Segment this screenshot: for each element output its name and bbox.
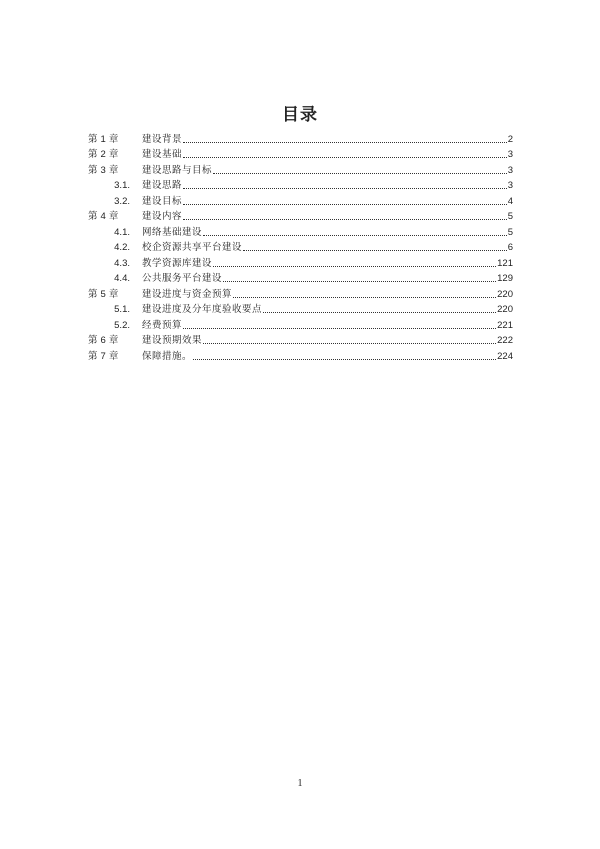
chapter-prefix: 第 <box>88 164 98 176</box>
chapter-suffix: 章 <box>108 133 119 145</box>
toc-entry-label: 网络基础建设 <box>142 226 203 238</box>
toc-entry-page: 129 <box>497 273 513 284</box>
toc-entry-number: 5.1. <box>114 304 130 315</box>
dot-leader <box>183 187 507 189</box>
toc-entry[interactable] <box>88 331 513 347</box>
toc-entry[interactable] <box>88 222 513 238</box>
toc-entry-label: 建设预期效果 <box>142 335 203 346</box>
toc-entry-page: 3 <box>507 180 513 191</box>
toc-entry[interactable] <box>88 238 513 254</box>
chapter-number: 4 <box>100 211 106 222</box>
toc-entry-page: 5 <box>507 211 513 222</box>
toc-entry-label: 教学资源库建设 <box>142 257 213 269</box>
toc-entry-number <box>88 134 142 145</box>
toc-entry-page: 221 <box>497 319 513 331</box>
toc-entry-label: 建设背景 <box>142 133 183 145</box>
toc-entry-number <box>88 335 142 346</box>
toc-entry-number: 3.2. <box>114 195 130 207</box>
dot-leader <box>183 141 507 143</box>
toc-entry-page: 2 <box>507 133 513 145</box>
chapter-suffix: 章 <box>108 164 119 176</box>
dot-leader <box>233 296 496 298</box>
toc-entry-label: 经费预算 <box>142 319 183 331</box>
dot-leader <box>193 358 496 360</box>
toc-entry-number <box>88 149 142 160</box>
dot-leader <box>213 265 496 267</box>
toc-entry-label: 建设思路 <box>142 180 183 191</box>
toc-entry[interactable] <box>88 176 513 192</box>
dot-leader <box>203 234 507 236</box>
toc-entry-number: 4.1. <box>114 226 130 238</box>
toc-entry-label: 建设思路与目标 <box>142 164 213 176</box>
toc-entry-label: 校企资源共享平台建设 <box>142 242 243 253</box>
toc-entry[interactable] <box>88 145 513 161</box>
toc-entry-number <box>88 289 142 300</box>
table-of-contents <box>88 129 513 362</box>
toc-entry-page: 220 <box>497 304 513 315</box>
chapter-suffix: 章 <box>108 149 119 160</box>
toc-entry[interactable] <box>88 207 513 223</box>
toc-entry[interactable] <box>88 269 513 285</box>
toc-entry-page: 3 <box>507 164 513 176</box>
toc-entry-number <box>88 351 142 362</box>
toc-entry-page: 220 <box>497 288 513 300</box>
chapter-prefix: 第 <box>88 335 98 346</box>
dot-leader <box>183 327 496 329</box>
toc-entry-page: 121 <box>497 257 513 269</box>
chapter-number: 2 <box>100 149 106 160</box>
dot-leader <box>223 280 496 282</box>
dot-leader <box>243 249 507 251</box>
page-title: 目录 <box>282 105 318 125</box>
toc-entry-page: 222 <box>497 335 513 346</box>
toc-entry[interactable] <box>88 300 513 316</box>
chapter-prefix: 第 <box>88 211 98 222</box>
toc-entry-number: 4.2. <box>114 242 130 253</box>
toc-entry-page: 3 <box>507 149 513 160</box>
toc-entry-label: 建设目标 <box>142 195 183 207</box>
chapter-suffix: 章 <box>108 350 119 362</box>
page-number: 1 <box>297 778 303 789</box>
toc-entry-label: 建设基础 <box>142 149 183 160</box>
toc-entry-page: 224 <box>497 350 513 362</box>
toc-entry[interactable] <box>88 284 513 300</box>
chapter-prefix: 第 <box>88 350 98 362</box>
chapter-suffix: 章 <box>108 288 119 300</box>
toc-entry-label: 建设进度与资金预算 <box>142 288 233 300</box>
chapter-prefix: 第 <box>88 149 98 160</box>
toc-entry[interactable] <box>88 315 513 331</box>
toc-entry-number: 4.3. <box>114 257 130 269</box>
toc-entry-label: 建设内容 <box>142 211 183 222</box>
toc-entry-number: 3.1. <box>114 180 130 191</box>
toc-entry[interactable] <box>88 191 513 207</box>
chapter-suffix: 章 <box>108 211 119 222</box>
toc-entry-number: 5.2. <box>114 319 130 331</box>
toc-entry[interactable] <box>88 346 513 362</box>
toc-entry-label: 建设进度及分年度验收要点 <box>142 304 263 315</box>
dot-leader <box>183 203 507 205</box>
chapter-number: 1 <box>100 133 106 145</box>
toc-entry[interactable] <box>88 160 513 176</box>
toc-entry-label: 保障措施。 <box>142 350 193 362</box>
dot-leader <box>183 218 507 220</box>
dot-leader <box>203 342 496 344</box>
toc-entry-label: 公共服务平台建设 <box>142 273 223 284</box>
toc-entry-page: 4 <box>507 195 513 207</box>
chapter-suffix: 章 <box>108 335 119 346</box>
dot-leader <box>263 311 496 313</box>
chapter-number: 6 <box>100 335 106 346</box>
toc-entry-number: 4.4. <box>114 273 130 284</box>
toc-entry-number <box>88 165 142 176</box>
chapter-number: 5 <box>100 288 106 300</box>
toc-entry-page: 6 <box>507 242 513 253</box>
toc-entry-number <box>88 211 142 222</box>
toc-entry-page: 5 <box>507 226 513 238</box>
chapter-number: 7 <box>100 350 106 362</box>
chapter-prefix: 第 <box>88 288 98 300</box>
chapter-prefix: 第 <box>88 133 98 145</box>
dot-leader <box>213 172 507 174</box>
toc-entry[interactable] <box>88 253 513 269</box>
toc-entry[interactable] <box>88 129 513 145</box>
dot-leader <box>183 156 507 158</box>
chapter-number: 3 <box>100 164 106 176</box>
